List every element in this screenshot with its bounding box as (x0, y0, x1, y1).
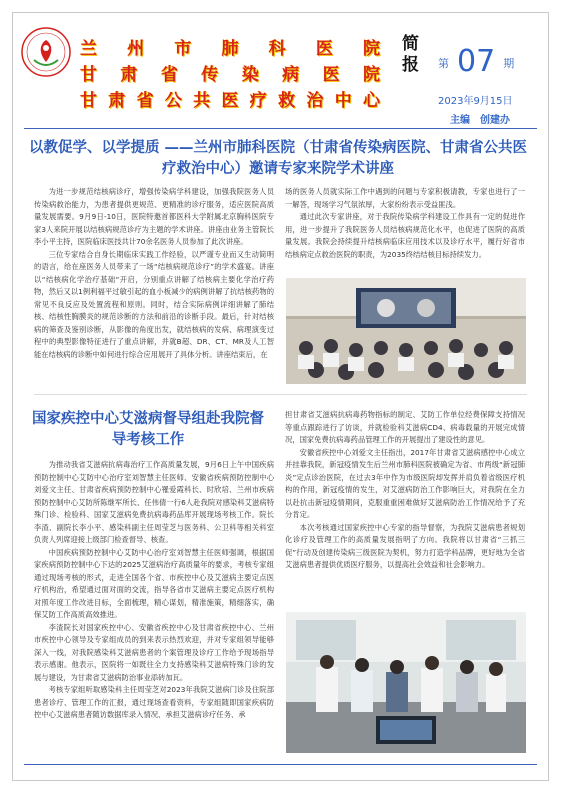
issue-date: 2023年9月15日 (438, 96, 513, 107)
article1-paragraph: 通过此次专家讲座，对于我院传染病学科建设工作具有一定的促进作用，进一步提升了我院医务人员结核病规范化水平，也促进了医院的高质量发展。我院会持续提升结核病临床应用技术以及诊疗水平，履行好省市结核病定点救治医院的职责，为2035终结结核目标持续发力。 (285, 212, 525, 259)
issue-number (438, 40, 515, 79)
lecture-photo (286, 278, 526, 384)
article2-paragraph: 李渣院长对国家疾控中心、安徽省疾控中心及甘肃省疾控中心、兰州市疾控中心领导及专家组成员的到来表示热烈欢迎，并对专家组领导能够深入一线，对我院感染科艾滋病患者的个案管理及诊疗工作给予现场指导表示感谢。他表示，医院将一如既往全力支持感染科艾滋病特殊门诊的发展与建设，为甘肃省艾滋病防治事业添砖加瓦。 (34, 622, 274, 682)
article2-paragraph: 本次考核通过国家疾控中心专家的指导督察，为我院艾滋病患者规划化诊疗及管理工作的高质量发展指明了方向。我院将以甘肃省“三抓三促”行动及创建传染病三级医院为契机，努力打造学科品牌，更好地为全省艾滋病患者提供优质医疗服务，以提高社会效益和社会影响力。 (285, 522, 525, 569)
masthead-divider (24, 128, 537, 129)
article1-title: 以教促学、以学提质 ——兰州市肺科医院（甘肃省传染病医院、甘肃省公共医疗救治中心）邀请专家来院学术讲座 (28, 140, 528, 177)
hospital-logo (20, 26, 72, 78)
issue-suffix: 期 (503, 57, 515, 70)
article2-paragraph: 担甘肃省艾滋病抗病毒药物指标的制定、艾防工作单位经费保障支持情况等重点跟踪进行了访谈，并就检验科艾滋病CD4、病毒载量的开展完成情况，国家免费抗病毒药品管理工作的开展提出了建设性的意见。 (285, 410, 525, 444)
newsletter-label: 简报 (402, 34, 419, 75)
hospital-name-3: 甘肃省公共医疗救治中心 (80, 91, 380, 111)
article2-paragraph: 考核专家组听取感染科主任周莹芝对2023年我院艾滋病门诊及住院部患者诊疗、管理工作的汇报，通过现场查看资料，专家组随即国家疾病防控中心艾滋病患者随访数据库录入情况、承担艾滋病诊疗任务、承 (34, 685, 274, 719)
article1-paragraph: 为进一步规范结核病诊疗，增强传染病学科建设，加强我院医务人员传染病救治能力，为患者提供更规范、更精准的诊疗服务，适应医院高质量发展需要。9月9日-10日，医院特邀首都医科大学附属北京胸科医院专家3人来院开展以结核病规范诊疗为主题的学术讲座。讲座由业务主管院长李小平主持，医院临床医技共计70余名医务人员参加了此次讲座。 (34, 187, 274, 246)
footer-divider (24, 764, 537, 765)
editor-credit: 主编 创建办 (450, 115, 510, 126)
article-divider (34, 394, 527, 395)
issue-num: 07 (457, 44, 496, 79)
article2-paragraph: 为推动我省艾滋病抗病毒治疗工作高质量发展，9月6日上午中国疾病预防控制中心艾防中心治疗室刘智慧主任医师、安徽省疾病预防控制中心刘爱文主任、甘肃省疾病预防控制中心罹爱霞科长、时欣培、兰州市疾病预防控制中心艾防所陈继军所长、任伟倩一行6人赴我院对感染科艾滋病特殊门诊、检验科、国家艾滋病免费抗病毒药品库开展现场考核工作。院长李渣、副院长李小平、感染科副主任周莹芝与医务科、公卫科等相关科室负责人列席迎接上级部门检查督导、核查。 (34, 460, 274, 544)
article1-paragraph: 三位专家结合自身长期临床实践工作经验，以严谨专业而又生动简明的语言，给在座医务人员带来了一场“结核病规范诊疗”的学术盛宴。讲座以“结核病化学治疗基础”开启，分别重点讲解了结核病主要化学治疗药物，然后又以1例利福平过敏引起的血小板减少的病例讲解了抗结核药物的常见不良反应及处置流程和原则。同时，结合实际病例详细讲解了肺结核、结核性胸膜炎的规范诊断的方法和前沿的诊断手段。最后，针对结核病的筛查及鉴别诊断，从影像的角度出发，就结核病的发病、病理演变过程中的典型影像特征进行了重点讲解，并就B超、DR、CT、MR及人工智能在结核病的诊断中如何进行综合应用展开了具体分析。讲座结束后，在 (34, 249, 274, 359)
hospital-name-1: 兰州市肺科医院 (80, 39, 380, 59)
article2-title: 国家疾控中心艾滋病督导组赴我院督导考核工作 (32, 411, 264, 448)
article1-paragraph: 场的医务人员就实际工作中遇到的问题与专家积极请教，专家也进行了一一解答，现场学习气氛浓厚，大家纷纷表示受益匪浅。 (285, 187, 525, 209)
article2-left-column (34, 459, 274, 754)
article2-paragraph: 安徽省疾控中心刘爱文主任指出，2017年甘肃省艾滋病感控中心成立并挂靠我院，新冠疫情发生后兰州市肺科医院被确定为省、市两级“新冠肺炎”定点诊治医院，在过去3年中作为市级医院却发挥并肩负着省级医疗机构的作用，新冠疫情的发生，对艾滋病防治工作影响巨大，对我院在全力以赴抗击新冠疫情期间，克服重重困难做好艾滋病防治工作情况给予了充分肯定。 (285, 447, 525, 519)
article2-paragraph: 中国疾病预防控制中心艾防中心治疗室刘智慧主任医师强调，根据国家疾病预防控制中心下达的2025艾滋病治疗高质量年的要求，考核专家组通过现场考核的形式，走进全国各个省、市疾控中心及艾滋病主要定点医疗机构治，希望通过面对面的交流，指导各省市艾滋病主要定点医疗机构对照年度工作改进目标，全面梳理，精心谋划，精准施策，精细落实，确保艾防工作高质高效推进。 (34, 547, 274, 619)
hospital-name-2: 甘肃省传染病医院 (80, 65, 380, 85)
article1-left-column (34, 186, 274, 390)
article1-right-column (285, 186, 525, 270)
issue-prefix: 第 (438, 57, 449, 70)
article2-right-column (285, 409, 525, 609)
inspection-photo (286, 612, 526, 753)
